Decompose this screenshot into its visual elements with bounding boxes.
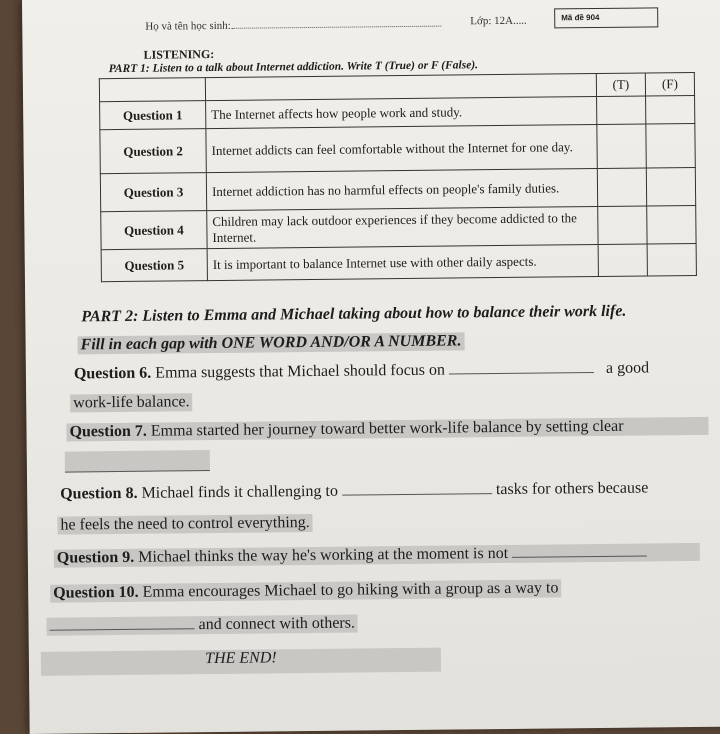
q8-label: Question 8. <box>60 484 138 503</box>
question-label: Question 4 <box>101 211 207 250</box>
false-answer-cell[interactable] <box>647 243 696 276</box>
the-end: THE END! <box>41 648 441 676</box>
q6-label: Question 6. <box>73 364 152 383</box>
question-8 <box>60 479 648 503</box>
true-answer-cell[interactable] <box>598 206 647 245</box>
class-label: Lớp: 12A..... <box>470 14 527 28</box>
question-statement: It is important to balance Internet use with other daily aspects. <box>207 244 598 280</box>
q7-answer-gap[interactable] <box>65 450 210 473</box>
question-statement: The Internet affects how people work and study. <box>206 96 597 128</box>
q10-text-a: Emma encourages Michael to go hiking with a group as a way to <box>142 579 559 601</box>
question-label: Question 2 <box>100 129 206 174</box>
q10-line-2 <box>46 615 358 636</box>
q6-text-a: Emma suggests that Michael should focus on <box>155 361 446 382</box>
true-false-table <box>99 72 697 282</box>
question-statement: Internet addicts can feel comfortable without the Internet for one day. <box>206 124 597 172</box>
q7-text: Emma started her journey toward better work-life balance by setting clear <box>150 417 624 440</box>
q9-text: Michael thinks the way he's working at the moment is not <box>138 544 509 566</box>
student-name-line <box>145 16 441 33</box>
worksheet <box>22 0 720 734</box>
question-7 <box>66 417 708 442</box>
listening-title: LISTENING: <box>143 46 215 62</box>
question-statement: Internet addiction has no harmful effects on people's family duties. <box>206 168 597 210</box>
false-answer-cell[interactable] <box>647 205 696 244</box>
student-name-label: Họ và tên học sinh: <box>145 19 231 33</box>
q8-text-a: Michael finds it challenging to <box>141 482 339 502</box>
exam-code-box: Mã đề 904 <box>554 7 658 28</box>
q8-text-c: he feels the need to control everything. <box>57 514 312 535</box>
q10-label: Question 10. <box>53 583 139 602</box>
q9-answer-gap[interactable] <box>512 555 647 557</box>
table-header-blank <box>99 78 205 102</box>
q7-label: Question 7. <box>69 422 147 441</box>
col-true-header: (T) <box>596 73 645 97</box>
student-name-dots <box>231 16 441 29</box>
false-answer-cell[interactable] <box>646 123 695 168</box>
true-answer-cell[interactable] <box>597 96 646 125</box>
q6-text-c: work-life balance. <box>70 393 193 412</box>
false-answer-cell[interactable] <box>646 167 695 206</box>
true-answer-cell[interactable] <box>597 124 646 169</box>
true-answer-cell[interactable] <box>598 244 647 277</box>
table-row <box>101 243 696 281</box>
question-label: Question 3 <box>100 173 206 212</box>
part2-instruction-2: Fill in each gap with ONE WORD AND/OR A NUMBER. <box>78 332 465 354</box>
part2-instruction-text-1: PART 2: Listen to Emma and Michael taking about how to balance their work life. <box>81 302 627 326</box>
question-label: Question 1 <box>100 101 206 130</box>
question-label: Question 5 <box>101 249 207 282</box>
true-answer-cell[interactable] <box>597 168 646 207</box>
q10-text-b: and connect with others. <box>198 614 356 634</box>
q6-text-b: a good <box>605 359 650 377</box>
q8-text-b: tasks for others because <box>495 479 649 499</box>
table-row <box>100 123 695 173</box>
question-statement: Children may lack outdoor experiences if they become addicted to the Internet. <box>207 206 598 248</box>
question-6 <box>74 359 649 383</box>
q6-answer-gap[interactable] <box>449 372 594 375</box>
q8-answer-gap[interactable] <box>342 493 492 496</box>
q10-answer-gap[interactable] <box>50 628 195 631</box>
question-10 <box>50 579 561 602</box>
col-false-header: (F) <box>645 72 694 96</box>
table-row <box>101 205 696 249</box>
false-answer-cell[interactable] <box>646 95 695 124</box>
q9-label: Question 9. <box>56 548 135 567</box>
part2-instruction-1 <box>81 303 626 327</box>
table-row <box>100 167 695 211</box>
question-9 <box>54 543 700 568</box>
part1-instruction: PART 1: Listen to a talk about Internet addiction. Write T (True) or F (False). <box>108 59 479 76</box>
